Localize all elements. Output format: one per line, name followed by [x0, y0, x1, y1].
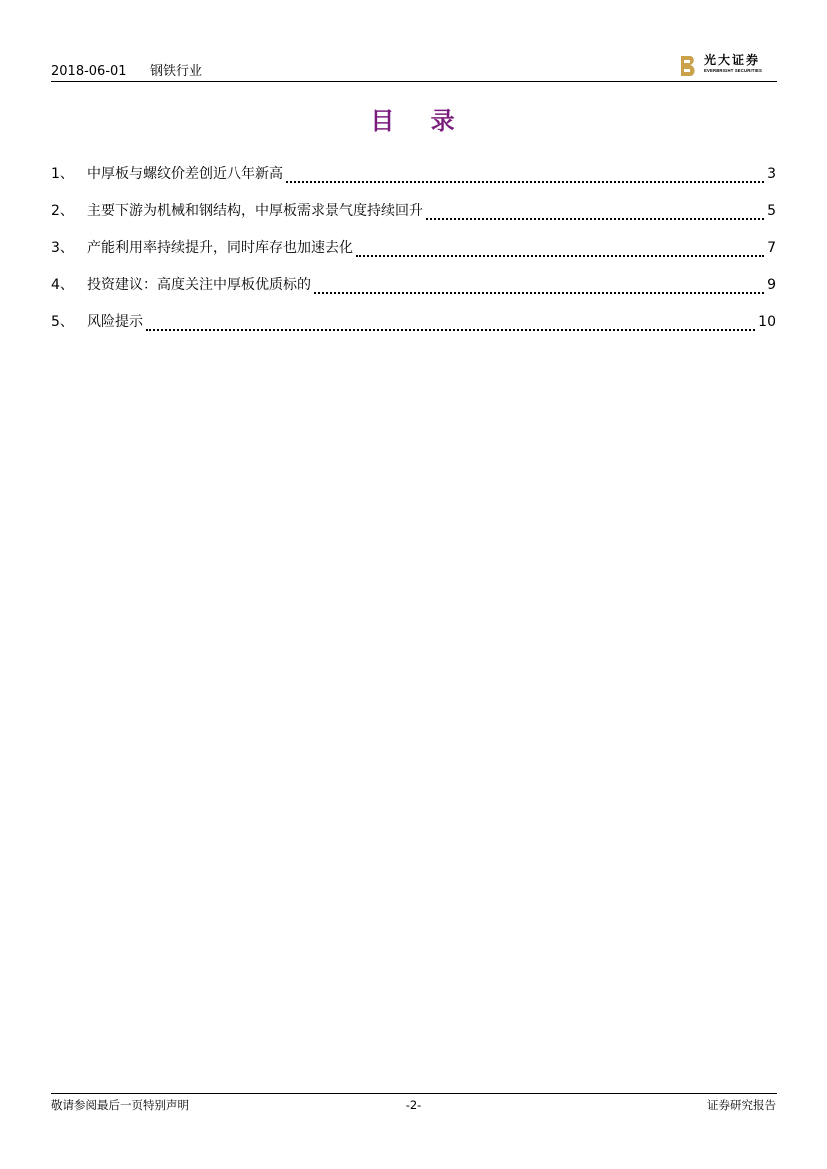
toc-entry[interactable] — [51, 155, 776, 192]
report-date: 2018-06-01 — [51, 64, 127, 79]
industry-label: 钢铁行业 — [150, 64, 203, 79]
toc-entry-page: 7 — [767, 239, 776, 256]
toc-title: 目 录 — [370, 106, 469, 135]
toc-entry-page: 5 — [767, 202, 776, 219]
toc-entry-number: 2、 — [51, 202, 74, 219]
toc-dot-leader — [426, 206, 764, 220]
page-header — [51, 53, 777, 82]
toc-entry-title: 投资建议：高度关注中厚板优质标的 — [87, 276, 311, 293]
toc-entry[interactable] — [51, 303, 776, 340]
toc-entry[interactable] — [51, 192, 776, 229]
footer-divider — [51, 1093, 777, 1094]
footer-report-type: 证券研究报告 — [707, 1098, 776, 1112]
logo-name-cn: 光大证券 — [704, 53, 761, 67]
toc-entry-page: 3 — [767, 165, 776, 182]
toc-entry[interactable] — [51, 229, 776, 266]
toc-dot-leader — [146, 317, 755, 331]
toc-dot-leader — [314, 280, 764, 294]
toc-entry-title: 风险提示 — [87, 313, 143, 330]
toc-dot-leader — [356, 243, 764, 257]
toc-entry-title: 主要下游为机械和钢结构，中厚板需求景气度持续回升 — [87, 202, 423, 219]
logo-name-en: EVERBRIGHT SECURITIES — [704, 68, 762, 73]
toc-entry-title: 中厚板与螺纹价差创近八年新高 — [87, 165, 283, 182]
header-divider — [51, 81, 777, 82]
page-number: -2- — [405, 1098, 422, 1112]
toc-entry-page: 9 — [767, 276, 776, 293]
footer-disclaimer-note: 敬请参阅最后一页特别声明 — [51, 1098, 189, 1112]
toc-entry[interactable] — [51, 266, 776, 303]
toc-entry-number: 1、 — [51, 165, 74, 182]
company-logo — [680, 53, 776, 79]
toc-dot-leader — [286, 169, 764, 183]
everbright-logo-icon — [680, 55, 698, 77]
toc-entry-number: 4、 — [51, 276, 74, 293]
toc-entry-page: 10 — [758, 313, 776, 330]
toc-entry-number: 3、 — [51, 239, 74, 256]
toc-entry-number: 5、 — [51, 313, 74, 330]
toc-entry-title: 产能利用率持续提升，同时库存也加速去化 — [87, 239, 353, 256]
toc-list — [51, 155, 776, 340]
